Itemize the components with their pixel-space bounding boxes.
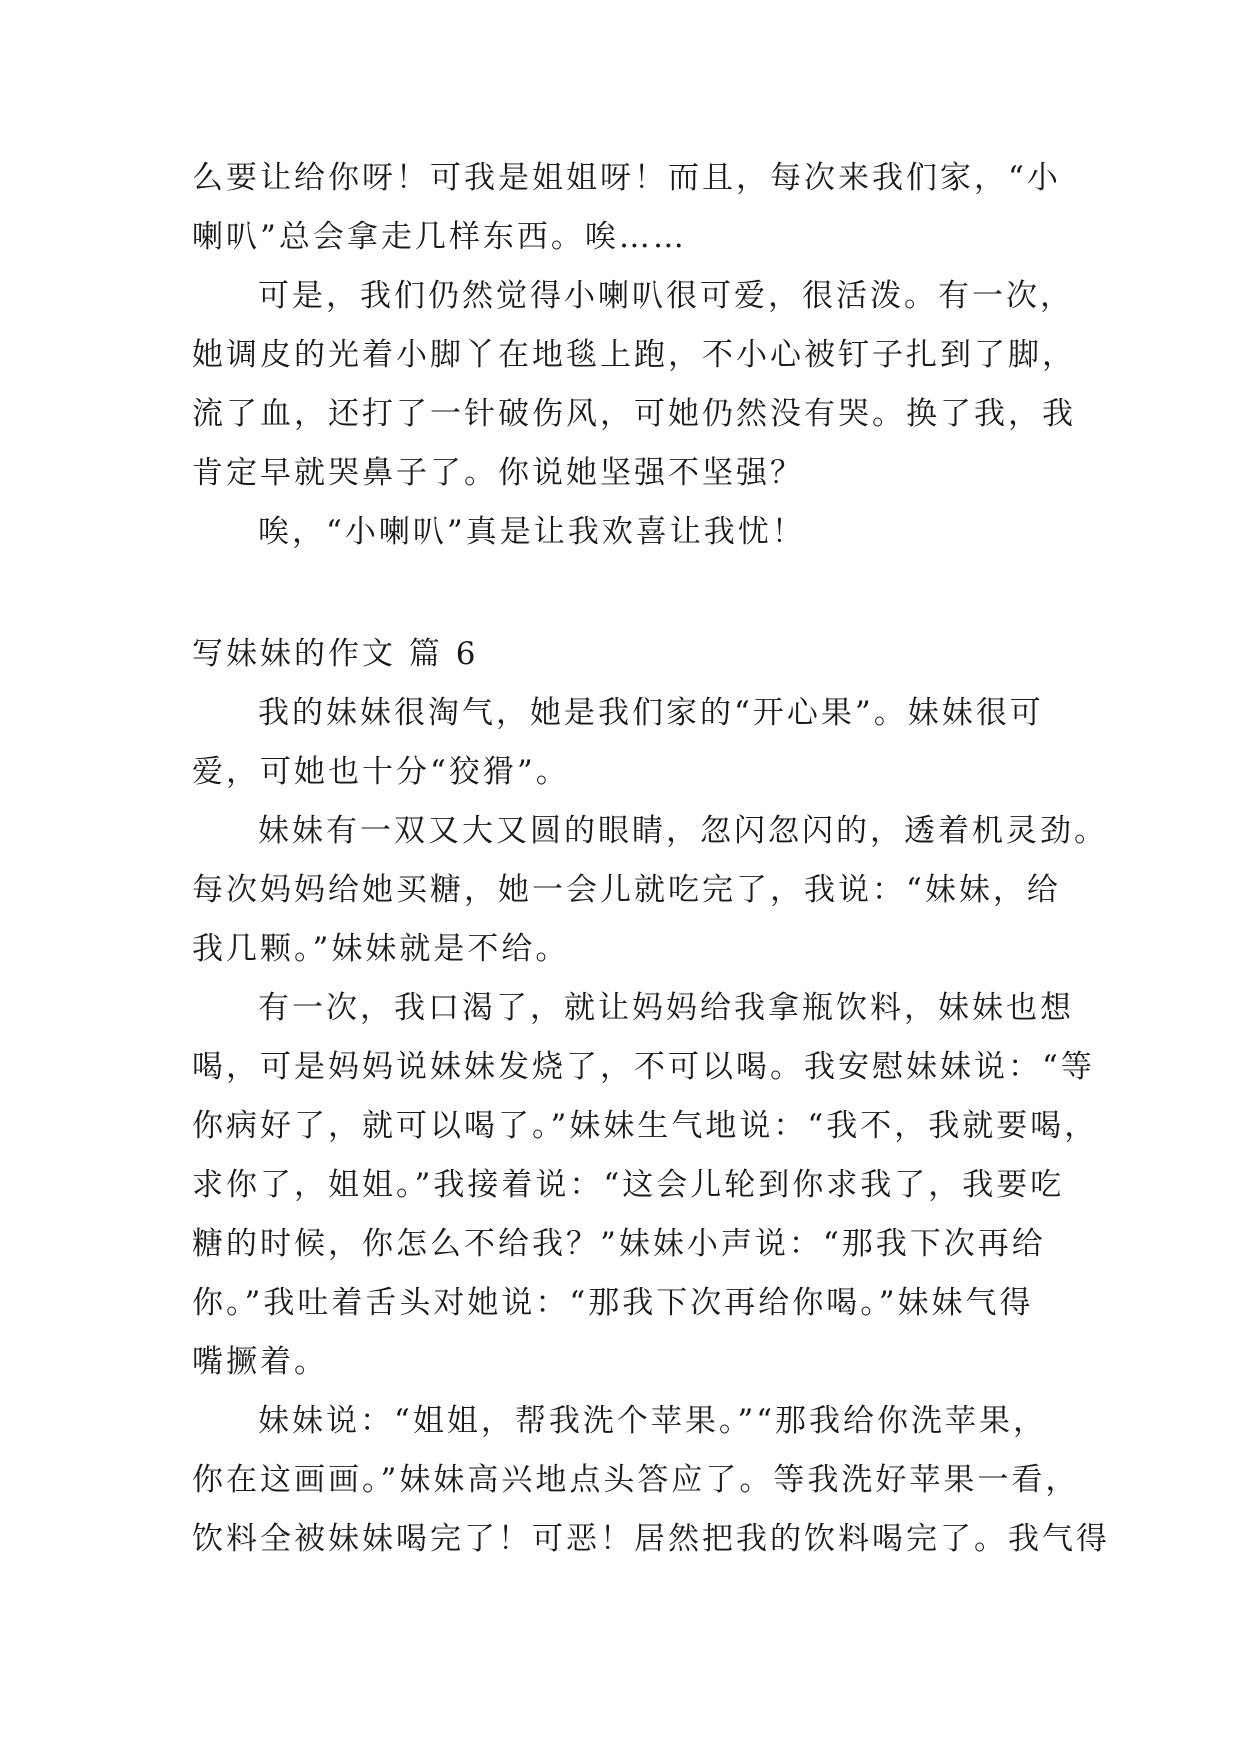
paragraph-start-line: 可是，我们仍然觉得小喇叭很可爱，很活泼。有一次， (258, 278, 1074, 314)
text-line: 肯定早就哭鼻子了。你说她坚强不坚强？ (192, 455, 804, 491)
text-line: 饮料全被妹妹喝完了！可恶！居然把我的饮料喝完了。我气得 (192, 1521, 1110, 1557)
paragraph-start-line: 妹妹说：“姐姐，帮我洗个苹果。”“那我给你洗苹果， (258, 1403, 1048, 1439)
text-line: 你。”我吐着舌头对她说：“那我下次再给你喝。”妹妹气得 (192, 1285, 1034, 1321)
text-line: 爱，可她也十分“狡猾”。 (192, 754, 570, 790)
paragraph-start-line: 我的妹妹很淘气，她是我们家的“开心果”。妹妹很可 (258, 695, 1044, 731)
text-line: 我几颗。”妹妹就是不给。 (192, 931, 570, 967)
text-line: 每次妈妈给她买糖，她一会儿就吃完了，我说：“妹妹，给 (192, 872, 1061, 908)
text-line: 嘴撅着。 (192, 1344, 328, 1380)
section-heading: 写妹妹的作文 篇 6 (192, 636, 479, 672)
paragraph-start-line: 妹妹有一双又大又圆的眼睛，忽闪忽闪的，透着机灵劲。 (258, 813, 1108, 849)
text-line: 求你了，姐姐。”我接着说：“这会儿轮到你求我了，我要吃 (192, 1167, 1065, 1203)
paragraph-start-line: 有一次，我口渴了，就让妈妈给我拿瓶饮料，妹妹也想 (258, 990, 1074, 1026)
text-line: 喇叭”总会拿走几样东西。唉…… (192, 219, 687, 255)
text-line: 么要让给你呀！可我是姐姐呀！而且，每次来我们家，“小 (192, 160, 1061, 196)
text-line: 糖的时候，你怎么不给我？”妹妹小声说：“那我下次再给 (192, 1226, 1046, 1262)
text-line: 你病好了，就可以喝了。”妹妹生气地说：“我不，我就要喝， (192, 1108, 1099, 1144)
text-line: 流了血，还打了一针破伤风，可她仍然没有哭。换了我，我 (192, 396, 1076, 432)
text-line: 喝，可是妈妈说妹妹发烧了，不可以喝。我安慰妹妹说：“等 (192, 1049, 1095, 1085)
text-line: 你在这画画。”妹妹高兴地点头答应了。等我洗好苹果一看， (192, 1462, 1080, 1498)
text-line: 她调皮的光着小脚丫在地毯上跑，不小心被钉子扎到了脚， (192, 337, 1076, 373)
paragraph-start-line: 唉，“小喇叭”真是让我欢喜让我忧！ (258, 514, 806, 550)
